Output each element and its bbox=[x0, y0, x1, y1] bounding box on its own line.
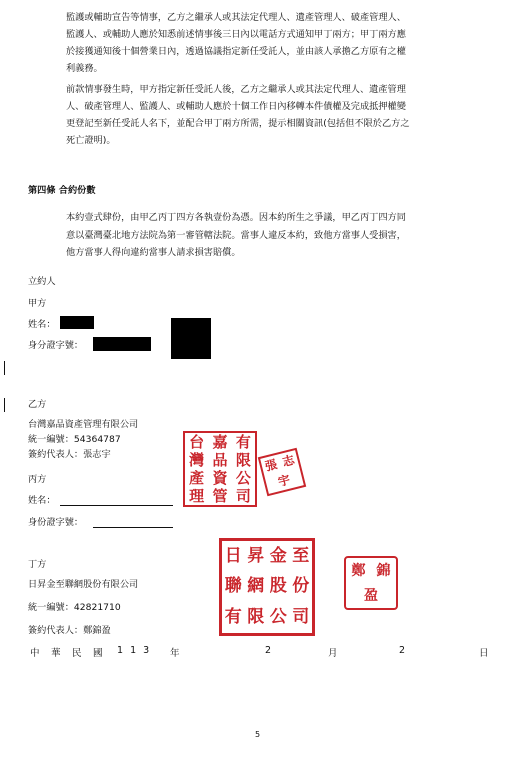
signatories-heading: 立約人 bbox=[28, 276, 56, 287]
party-a-signature-redaction bbox=[171, 318, 211, 359]
article4-line-1: 本約壹式肆份，由甲乙丙丁四方各執壹份為憑。因本約所生之爭議，甲乙丙丁四方同 bbox=[66, 212, 406, 223]
seal-char: 有 bbox=[235, 432, 251, 451]
party-d-representative-seal bbox=[344, 556, 398, 610]
date-month: 2 bbox=[265, 645, 272, 656]
seal-char: 管 bbox=[212, 486, 228, 505]
party-c-name-line bbox=[60, 505, 173, 506]
seal-char: 宇 bbox=[276, 472, 292, 489]
intro-p1-line-2: 監護人、或輔助人應於知悉前述情事後三日內以電話方式通知甲丁兩方；甲丁兩方應 bbox=[66, 29, 406, 40]
seal-char: 盈 bbox=[364, 587, 378, 604]
party-c-id-line bbox=[93, 527, 173, 528]
seal-char: 理 bbox=[189, 486, 205, 505]
date-era-char: 華 bbox=[51, 648, 61, 659]
seal-char: 灣 bbox=[189, 450, 205, 469]
seal-char: 金 bbox=[269, 545, 287, 566]
date-day: 2 bbox=[399, 645, 406, 656]
party-c-name-label: 姓名： bbox=[28, 495, 56, 506]
article4-line-3: 他方當事人得向違約當事人請求損害賠償。 bbox=[66, 247, 241, 258]
date-day-unit: 日 bbox=[479, 648, 489, 659]
party-b-representative: 簽約代表人：張志宇 bbox=[28, 449, 111, 460]
party-d-tax-id: 統一編號：42821710 bbox=[28, 602, 121, 613]
seal-char: 昇 bbox=[247, 545, 265, 566]
party-b-representative-seal bbox=[258, 448, 306, 496]
seal-char: 鄭 bbox=[351, 562, 366, 579]
article4-line-2: 意以臺灣臺北地方法院為第一審管轄法院。當事人違反本約，致他方當事人受損害， bbox=[66, 230, 406, 241]
intro-p1-line-3: 於接獲通知後十個營業日內，透過協議指定新任受託人，並由該人承擔乙方原有之權 bbox=[66, 46, 406, 57]
seal-char: 錦 bbox=[376, 562, 391, 579]
party-a-name-label: 姓名： bbox=[28, 319, 56, 330]
article4-heading: 第四條 合約份數 bbox=[28, 185, 96, 196]
party-d-company-seal bbox=[219, 538, 315, 636]
seal-char: 產 bbox=[189, 468, 205, 487]
party-d-representative: 簽約代表人：鄭錦盈 bbox=[28, 625, 111, 636]
seal-char: 份 bbox=[292, 576, 310, 597]
date-era-char: 國 bbox=[93, 648, 103, 659]
date-year-unit: 年 bbox=[170, 648, 180, 659]
seal-char: 張 bbox=[263, 457, 279, 474]
seal-char: 資 bbox=[212, 468, 228, 487]
seal-char: 網 bbox=[247, 576, 265, 597]
seal-char: 志 bbox=[281, 452, 297, 470]
seal-char: 嘉 bbox=[212, 432, 228, 451]
intro-p1-line-4: 利義務。 bbox=[66, 63, 103, 74]
date-era-char: 中 bbox=[30, 648, 40, 659]
seal-char: 至 bbox=[292, 545, 310, 566]
intro-p2-line-3: 更登記至新任受託人名下，並配合甲丁兩方所需，提示相關資訊(包括但不限於乙方之 bbox=[66, 118, 410, 129]
date-year: 1 1 3 bbox=[117, 645, 152, 656]
seal-char: 公 bbox=[269, 607, 287, 628]
date-era-char: 民 bbox=[72, 648, 82, 659]
seal-char: 司 bbox=[292, 607, 310, 628]
party-a-id-redaction bbox=[93, 337, 151, 351]
party-d-company: 日昇金至聯網股份有限公司 bbox=[28, 579, 139, 590]
seal-char: 台 bbox=[189, 432, 205, 451]
seal-char: 聯 bbox=[224, 576, 242, 597]
party-b-company: 台灣嘉品資產管理有限公司 bbox=[28, 419, 139, 430]
party-a-id-label: 身分證字號： bbox=[28, 340, 84, 351]
intro-p1-line-1: 監護或輔助宣告等情事，乙方之繼承人或其法定代理人、遺產管理人、破產管理人、 bbox=[66, 12, 406, 23]
intro-p2-line-4: 死亡證明)。 bbox=[66, 135, 116, 146]
margin-mark-2 bbox=[4, 398, 5, 412]
seal-char: 司 bbox=[235, 486, 251, 505]
party-a-label: 甲方 bbox=[28, 298, 47, 309]
date-month-unit: 月 bbox=[328, 648, 338, 659]
margin-mark-1 bbox=[4, 361, 5, 375]
seal-char: 品 bbox=[212, 450, 228, 469]
seal-char: 限 bbox=[235, 450, 251, 469]
intro-p2-line-2: 人、破產管理人、監護人、或輔助人應於十個工作日內移轉本件債權及完成抵押權變 bbox=[66, 101, 406, 112]
party-a-name-redaction bbox=[60, 316, 94, 329]
party-c-label: 丙方 bbox=[28, 474, 47, 485]
party-b-company-seal bbox=[183, 431, 257, 507]
seal-char: 公 bbox=[235, 468, 251, 487]
party-d-label: 丁方 bbox=[28, 559, 47, 570]
page-number: 5 bbox=[255, 730, 261, 739]
seal-char: 股 bbox=[269, 576, 287, 597]
party-c-id-label: 身份證字號： bbox=[28, 517, 84, 528]
seal-char: 有 bbox=[224, 607, 242, 628]
party-b-label: 乙方 bbox=[28, 399, 47, 410]
seal-char: 限 bbox=[247, 607, 265, 628]
party-b-tax-id: 統一編號：54364787 bbox=[28, 434, 121, 445]
seal-char: 日 bbox=[224, 545, 242, 566]
intro-p2-line-1: 前款情事發生時，甲方指定新任受託人後，乙方之繼承人或其法定代理人、遺產管理 bbox=[66, 84, 406, 95]
